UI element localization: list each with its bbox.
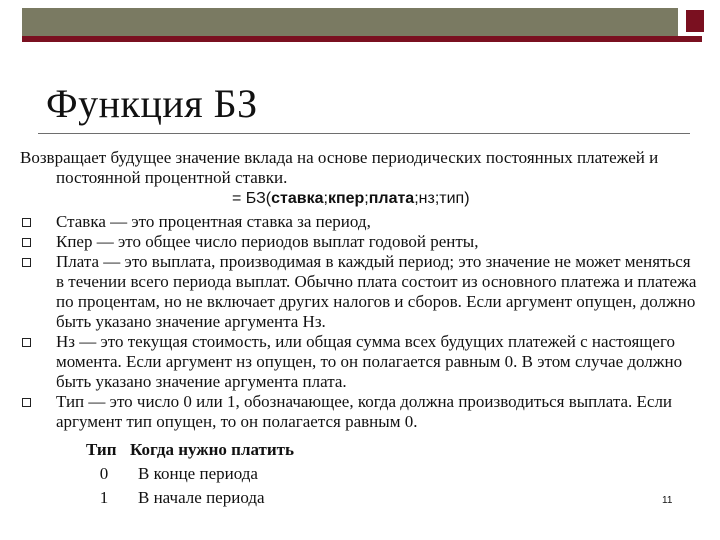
- bullet-square-icon: [22, 258, 31, 267]
- argument-tip-text: Тип — это число 0 или 1, обозначающее, когда должна производиться выплата. Если аргумент тип опущен, то он полагается равным 0.: [56, 392, 673, 431]
- intro-line-2: постоянной процентной ставки.: [56, 168, 288, 187]
- header-when: Когда нужно платить: [130, 440, 295, 459]
- list-item: [20, 392, 700, 432]
- slide-title: Функция БЗ: [46, 81, 258, 126]
- table-row: [82, 486, 298, 510]
- type-description: В начале периода: [138, 488, 265, 507]
- formula-rest: ;нз;тип): [414, 190, 470, 207]
- argument-stavka-text: Ставка — это процентная ставка за период,: [56, 212, 371, 231]
- formula-arg-kper: кпер: [327, 190, 365, 207]
- list-item: [20, 232, 700, 252]
- bullet-square-icon: [22, 398, 31, 407]
- formula: [20, 188, 700, 210]
- formula-arg-plata: плата: [368, 190, 415, 207]
- argument-list: [20, 212, 700, 432]
- slide-body: [20, 148, 700, 510]
- table-row: [82, 462, 298, 486]
- formula-arg-stavka: ставка: [271, 190, 324, 207]
- page-number: 11: [662, 495, 673, 506]
- header-stripe: [22, 36, 702, 42]
- bullet-square-icon: [22, 238, 31, 247]
- payment-type-table: [82, 438, 298, 510]
- argument-kper-text: Кпер — это общее число периодов выплат годовой ренты,: [56, 232, 479, 251]
- header-square: [686, 10, 704, 32]
- type-description: В конце периода: [138, 464, 258, 483]
- intro-line-1: Возвращает будущее значение вклада на основе периодических постоянных платежей и: [20, 148, 659, 167]
- formula-sep-2: ;: [364, 190, 369, 207]
- list-item: [20, 212, 700, 232]
- table-header-row: [82, 438, 298, 462]
- title-divider: [38, 133, 690, 134]
- header-type: Тип: [86, 440, 117, 459]
- formula-sep-1: ;: [323, 190, 328, 207]
- header-bar: [22, 8, 678, 36]
- bullet-square-icon: [22, 218, 31, 227]
- formula-prefix: = БЗ(: [232, 190, 272, 207]
- bullet-square-icon: [22, 338, 31, 347]
- argument-plata-text: Плата — это выплата, производимая в каждый период; это значение не может меняться в течении всего периода выплат. Обычно плата состоит из основного платежа и платежа по процентам, но не включает других налогов и сборов. Если аргумент опущен, должно быть указано значение аргумента Нз.: [56, 252, 697, 331]
- list-item: [20, 332, 700, 392]
- list-item: [20, 252, 700, 332]
- type-value: 0: [99, 464, 109, 483]
- type-value: 1: [99, 488, 109, 507]
- argument-nz-text: Нз — это текущая стоимость, или общая сумма всех будущих платежей с настоящего момента. Если аргумент нз опущен, то он полагается равным 0. В этом случае должно быть указано значение аргумента плата.: [56, 332, 683, 391]
